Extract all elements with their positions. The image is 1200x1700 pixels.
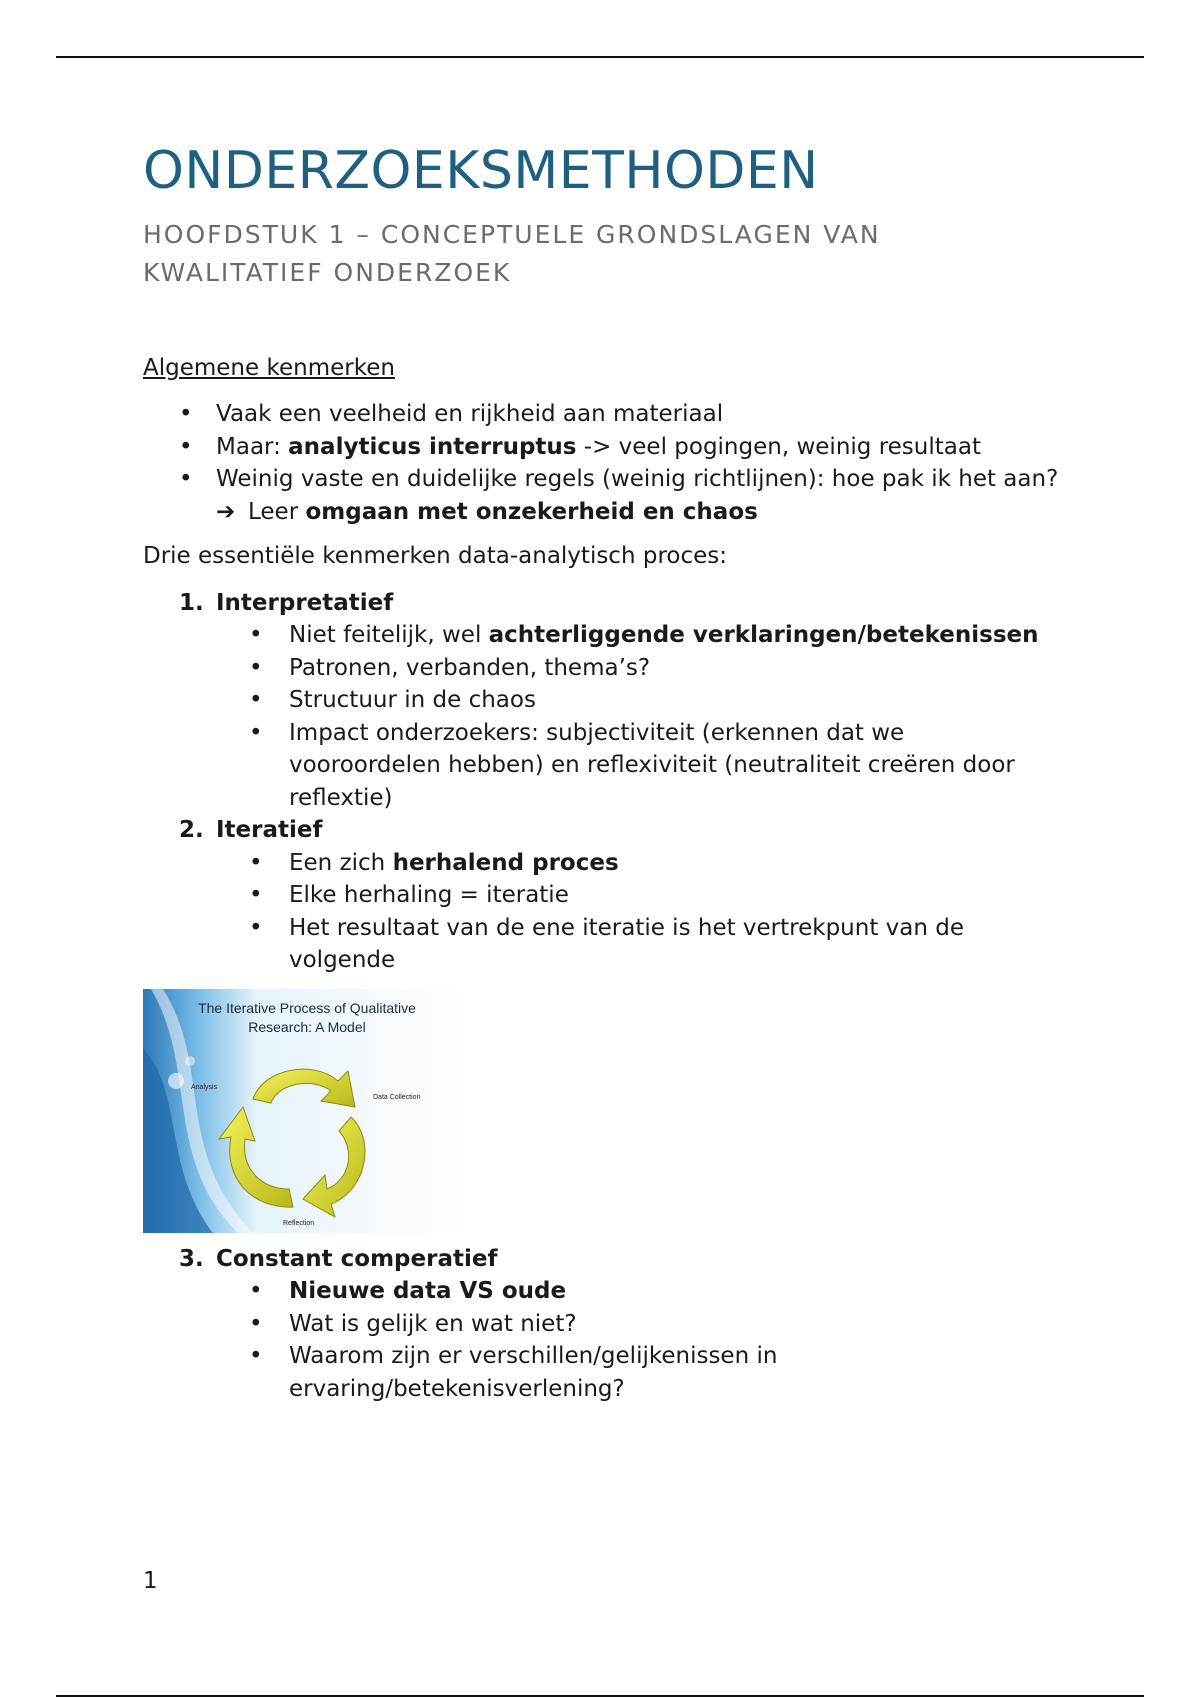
list-item-text: Elke herhaling = iteratie (289, 882, 569, 908)
list-item-text: Impact onderzoekers: subjectiviteit (erkennen dat we vooroordelen hebben) en reflexiviteit (neutraliteit creëren door reflextie) (289, 719, 1015, 811)
list-item (143, 431, 1063, 464)
general-features-list (143, 398, 1063, 496)
section-heading: Algemene kenmerken (143, 355, 395, 381)
sub-list (216, 1275, 1063, 1405)
list-item (143, 652, 1063, 685)
arrow-text: Leer (248, 498, 306, 525)
item-number: 1. (179, 589, 204, 616)
list-item-text: Wat is gelijk en wat niet? (289, 1310, 577, 1337)
list-item-text: Patronen, verbanden, thema’s? (289, 654, 651, 681)
list-item (143, 1275, 1063, 1308)
item-number: 3. (179, 1245, 204, 1272)
page-number: 1 (143, 1568, 158, 1594)
bullet-icon: • (179, 466, 193, 492)
arrow-bold: omgaan met onzekerheid en chaos (305, 498, 758, 525)
bullet-icon: • (249, 687, 263, 713)
numbered-item-interpretatief (143, 587, 1063, 815)
item-heading: Interpretatief (216, 589, 394, 616)
list-item-text: Een zich (289, 849, 393, 876)
list-item (143, 847, 1063, 880)
figure-title-line-1: The Iterative Process of Qualitative (198, 999, 416, 1016)
bullet-icon: • (249, 1278, 263, 1304)
list-item-bold: Nieuwe data VS oude (289, 1278, 567, 1304)
iterative-process-figure (143, 989, 468, 1233)
bullet-icon: • (249, 719, 263, 746)
list-item (143, 463, 1063, 496)
bullet-icon: • (179, 401, 193, 427)
list-item-text: Niet feitelijk, wel (289, 622, 489, 648)
list-item (143, 1340, 1063, 1405)
figure-title-line-2: Research: A Model (248, 1018, 366, 1035)
list-item-bold: achterliggende verklaringen/betekenissen (488, 622, 1039, 648)
list-item-text: Weinig vaste en duidelijke regels (weinig richtlijnen): hoe pak ik het aan? (216, 466, 1059, 492)
bullet-icon: • (249, 1343, 263, 1369)
item-heading: Iteratief (216, 817, 323, 843)
bullet-icon: • (249, 654, 263, 681)
document-title: ONDERZOEKSMETHODEN (143, 141, 819, 201)
bullet-icon: • (249, 1310, 263, 1337)
list-item-text: Waarom zijn er verschillen/gelijkenissen in ervaring/betekenisverlening? (289, 1343, 778, 1402)
item-heading: Constant comperatief (216, 1245, 498, 1272)
sub-list (216, 847, 1063, 977)
list-item-bold: analyticus interruptus (288, 433, 577, 460)
footer-rule (56, 1695, 1144, 1697)
numbered-item-constant-comperatief (143, 1243, 1063, 1406)
arrow-right-icon: ➔ (216, 498, 236, 525)
list-item (143, 717, 1063, 815)
decorative-bubble-icon (185, 1056, 195, 1066)
sub-list (216, 619, 1063, 814)
document-subtitle: HOOFDSTUK 1 – CONCEPTUELE GRONDSLAGEN VAN KWALITATIEF ONDERZOEK (143, 220, 881, 287)
bullet-icon: • (249, 882, 263, 908)
decorative-bubble-icon (168, 1073, 184, 1089)
document-body (143, 140, 1063, 1405)
list-item-text: -> veel pogingen, weinig resultaat (576, 433, 981, 460)
bullet-icon: • (249, 914, 263, 941)
list-item (143, 879, 1063, 912)
iterative-process-diagram (143, 989, 468, 1233)
list-item (143, 619, 1063, 652)
numbered-item-iteratief (143, 814, 1063, 977)
list-item (143, 912, 1063, 977)
list-item-text: Het resultaat van de ene iteratie is het vertrekpunt van de volgende (289, 914, 965, 973)
list-item (143, 398, 1063, 431)
numbered-list-2 (143, 1243, 1063, 1406)
bullet-icon: • (249, 849, 263, 876)
list-item-bold: herhalend proces (392, 849, 619, 876)
list-item-text: Structuur in de chaos (289, 687, 536, 713)
list-item-text: Vaak een veelheid en rijkheid aan materiaal (216, 401, 724, 427)
label-data-collection: Data Collection (373, 1093, 421, 1101)
header-rule (56, 56, 1144, 58)
list-item-text: Maar: (216, 433, 289, 460)
item-number: 2. (179, 817, 204, 843)
bullet-icon: • (249, 622, 263, 648)
intro-paragraph: Drie essentiële kenmerken data-analytisch proces: (143, 543, 727, 569)
label-analysis: Analysis (191, 1083, 218, 1091)
label-reflection: Reflection (283, 1219, 315, 1227)
list-item (143, 1308, 1063, 1341)
list-item (143, 684, 1063, 717)
bullet-icon: • (179, 433, 193, 460)
numbered-list-1 (143, 587, 1063, 977)
arrow-conclusion (143, 496, 1063, 529)
